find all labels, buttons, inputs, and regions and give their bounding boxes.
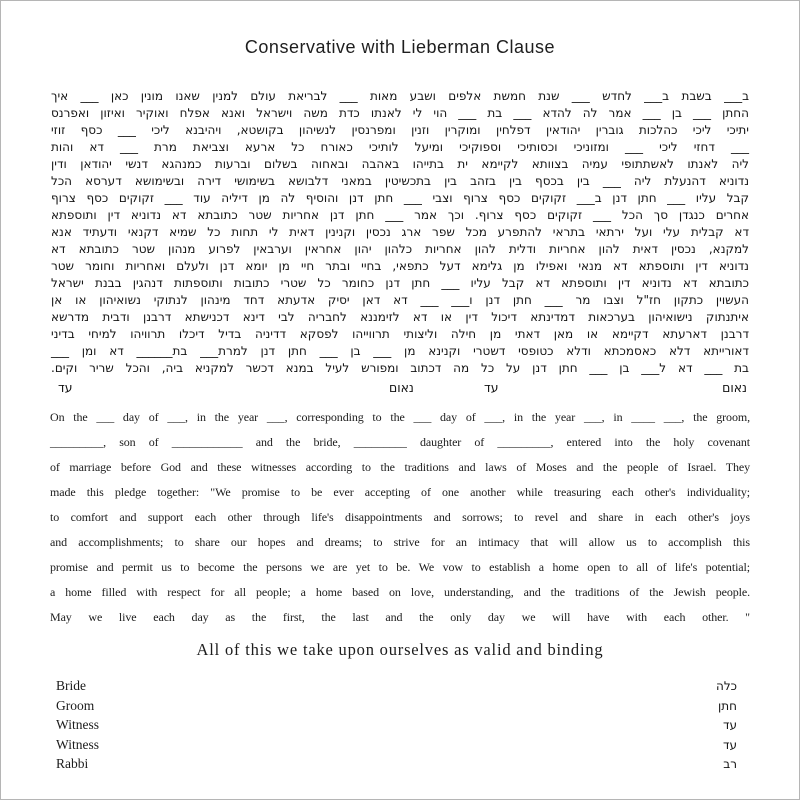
english-line-4: made this pledge together: "We promise to be ever accepting of one another while treasuring each other's individuality; (50, 485, 750, 499)
hebrew-line-2: החתן ___ בן ___ אמר לה להדא ___ בת ___ הוי לי לאנתו כדת משה וישראל ואנא אפלח ואוקיר ואיזון ואפרנס (51, 106, 749, 120)
bride-label: Bride (56, 678, 86, 693)
groom-hebrew-label: חתן (718, 698, 737, 713)
hebrew-line-15: דרבנן דארעתא דקיימא או מאן דאתי מן חילה וליצותי תרווייהו לפסקא דדיניה בדיל דיכלו תרוויהו למיחי בדיני (51, 327, 749, 341)
hebrew-witness-label-2: עד (58, 380, 73, 395)
hebrew-line-8: אחרים כנגדן סך הכל ___ זקוקים כסף צרוף. וכך אמר ___ חתן דנן אחריות שטר כתובתא דא נדוניא דין ותוספתא (51, 208, 749, 222)
rabbi-hebrew-label: רב (723, 757, 737, 771)
english-line-1: On the ___ day of ___, in the year ___, corresponding to the ___ day of ___, in the year ___, in ____ ___, the groom, (50, 410, 750, 424)
hebrew-line-5: ליה לאנתו לאשתתופי עמיה בצוותא לקיימא ית בתייהו באהבה ובאחוה בשלום וברעות כמנהגא דנשי יהודאן ודין (51, 157, 749, 171)
hebrew-witness-label-1: עד (484, 380, 499, 395)
witness-2-hebrew-label: עד (722, 737, 737, 752)
english-line-2: _________, son of ____________ and the bride, _________ daughter of _________, entered into the holy covenant (50, 435, 750, 449)
hebrew-signed-label-1: נאום (722, 380, 747, 395)
english-line-7: promise and permit us to become the persons we are yet to be. We vow to establish a home open to all of life's potential; (50, 560, 750, 574)
hebrew-text-block (51, 88, 749, 377)
rabbi-label: Rabbi (56, 756, 89, 771)
english-line-5: to comfort and support each other through life's disappointments and sorrows; to revel and share in each other's joys (50, 510, 750, 524)
hebrew-signed-label-2: נאום (389, 380, 414, 395)
hebrew-line-3: יתיכי ליכי כהלכות גוברין יהודאין דפלחין ומוקרין וזנין ומפרנסין לנשיהון בקושטא, ויהיבנא ליכי ___ כסף זוזי (51, 123, 749, 137)
document-title: Conservative with Lieberman Clause (244, 37, 556, 57)
witness-1-label: Witness (56, 717, 99, 732)
hebrew-line-16: דאורייתא דלא כאסמכתא ודלא כטופסי דשטרי וקנינא מן ___ בן ___ חתן דנן למרת___ בת______ דא ומן ___ (51, 344, 749, 358)
groom-label: Groom (56, 697, 95, 713)
english-text-block (50, 405, 750, 630)
signature-block (56, 678, 737, 776)
english-line-3: of marriage before God and these witnesses according to the traditions and laws of Moses and the people of Israel. They (50, 460, 750, 474)
hebrew-line-17: בת ___ דא ל___ בן ___ חתן דנן על כל מה דכתוב ומפורש לעיל במנא דכשר למקניא ביה, והכל שריר וקים. (51, 361, 749, 375)
witness-2-label: Witness (56, 736, 99, 752)
hebrew-line-14: איתנתוק נישואיהון בערכאות דמדינתא דיכול דין או דא לזימננא לחבריה לבי דינא דכנישתא דרבנן ודבית מדרשא (51, 310, 749, 324)
hebrew-line-12: כתובתא דא נדוניא דין ותוספתא דא קבל עליו ___ חתן דנן כחומר כל שטרי כתובות ותוספתות דנהגין בבנת ישראל (51, 276, 749, 290)
signature-row-bride (56, 678, 737, 698)
bride-hebrew-label: כלה (715, 679, 737, 693)
english-line-6: and accomplishments; to share our hopes and dreams; to strive for an intimacy that will allow us to accomplish this (50, 535, 750, 549)
witness-1-hebrew-label: עד (722, 718, 737, 732)
hebrew-line-11: נדוניא דין ותוספתא דא מנאי ואפילו מן גלימא דעל כתפאי, בחיי ובתר חיי מן יומא דנן ולעלם ואחריות וחומר שטר (51, 259, 749, 273)
hebrew-line-9: דא קבלית עלי ועל ירתאי בתראי להתפרע מכל שפר ארג נכסין וקנינין דאית לי תחות כל שמיא דקנאי ודעתיד אנא (51, 225, 749, 239)
hebrew-line-4: ___ דחזי ליכי ___ ומזוניכי וכסותיכי וספוקיכי ומיעל לותיכי כאורח כל ארעא וצביאת מרת ___ דא והות (51, 140, 749, 154)
english-line-8: a home filled with respect for all people; a home based on love, understanding, and the traditions of the Jewish people. (50, 585, 750, 599)
signature-row-witness-2 (56, 737, 737, 757)
signature-row-witness-1 (56, 717, 737, 737)
hebrew-line-6: נדוניא דהנעלת ליה ___ בין בכסף בין בזהב בין בתכשיטין במאני דלבושא בשימושי דירה ובשימושא דערסא הכל (51, 174, 749, 188)
hebrew-line-13: העשוין כתקון חז"ל וצבו מר ___ חתן דנן ו___ ___ דא דאן יסיק אדעתא דחד מינהון לנתוקי נשואיהון או אן (51, 293, 749, 307)
english-line-9: May we live each day as the first, the last and the only day we will have with each other. " (50, 610, 750, 624)
signature-row-rabbi (56, 756, 737, 776)
hebrew-line-10: למקנא, נכסין דאית להון אחריות ודלית להון אחריות כלהון יהון אחראין וערבאין לפרוע מנהון שטר כתובתא דא (51, 242, 749, 256)
hebrew-line-1: ב___ בשבת ב___ לחדש ___ שנת חמשת אלפים ושבע מאות ___ לבריאת עולם למנין שאנו מונין כאן ___ איך (51, 89, 749, 103)
closing-statement: All of this we take upon ourselves as valid and binding (196, 640, 604, 659)
hebrew-line-7: קבל עליו ___ חתן דנן ב___ זקוקים כסף צרוף וצבי ___ חתן דנן והוסיף לה מן דיליה עוד ___ זקוקים כסף צרוף (51, 191, 749, 205)
hebrew-attestation-row (51, 380, 749, 396)
signature-row-groom (56, 698, 737, 718)
